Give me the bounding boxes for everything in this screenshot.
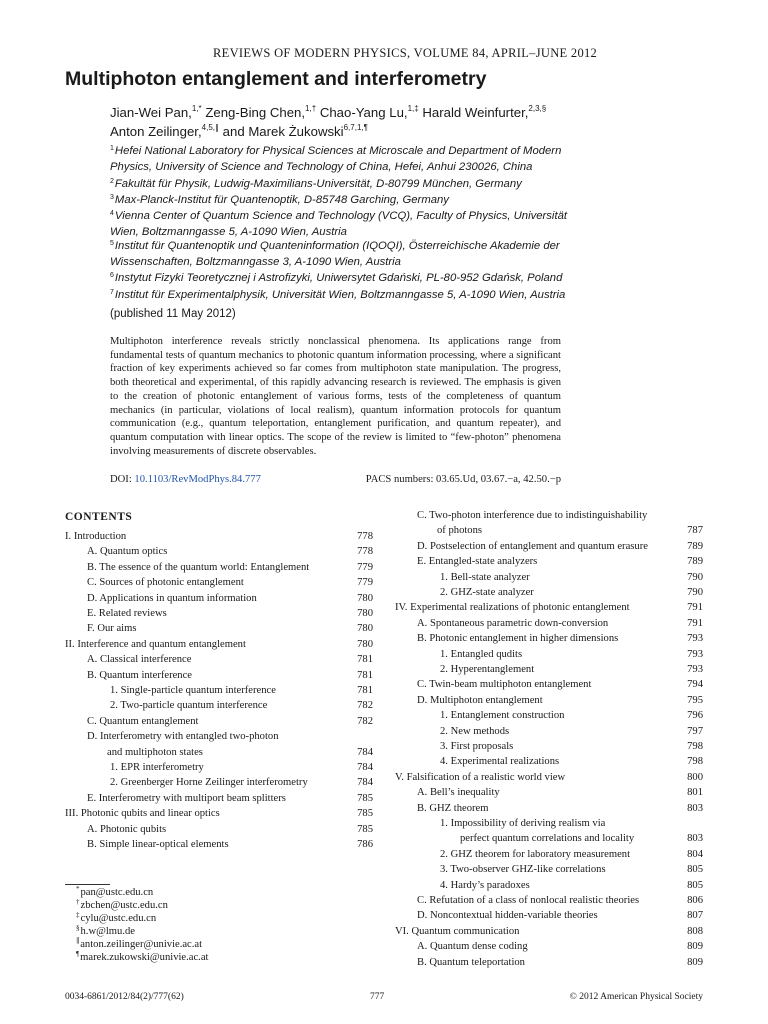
affiliation-7: $^7$Institut für Experimentalphysik, Universität Wien, Boltzmanngasse 5, A-1090 Wien, Austria <box>110 289 566 301</box>
toc-entry <box>65 623 373 638</box>
toc-entry-label: A. Photonic qubits <box>87 823 167 835</box>
footnote: §h.w@lmu.de <box>76 924 135 937</box>
toc-entry <box>65 531 373 546</box>
toc-entry-label: 1. Entanglement construction <box>440 710 565 722</box>
toc-entry-page: 794 <box>687 679 703 691</box>
toc-entry-label: E. Entangled-state analyzers <box>417 556 538 568</box>
toc-entry-label: 2. Greenberger Horne Zeilinger interferometry <box>110 777 308 789</box>
toc-entry <box>65 731 373 746</box>
toc-entry-page: 781 <box>357 669 373 681</box>
published-date: (published 11 May 2012) <box>110 308 236 320</box>
toc-entry <box>395 833 703 848</box>
toc-entry <box>395 895 703 910</box>
affiliation-1: $^1$Hefei National Laboratory for Physical Sciences at Microscale and Department of Modern Physics, University of Science and Technology of China, Hefei, Anhui 230026, China <box>110 145 562 174</box>
toc-entry <box>395 880 703 895</box>
doi-line <box>110 474 561 485</box>
authors-line-1: Jian-Wei Pan,$^{1,*}$ Zeng-Bing Chen,$^{1,\dagger}$ Chao-Yang Lu,$^{1,\ddagger}$ Harald Weinfurter,$^{2,3,\S}$ <box>110 104 547 120</box>
toc-entry <box>395 772 703 787</box>
author: Harald Weinfurter, <box>422 105 529 120</box>
toc-entry-page: 781 <box>357 654 373 666</box>
toc-entry-page: 793 <box>687 633 703 645</box>
toc-entry-label: A. Classical interference <box>87 654 192 666</box>
toc-entry-label: IV. Experimental realizations of photonic entanglement <box>395 602 630 614</box>
toc-entry-page: 789 <box>687 556 703 568</box>
toc-entry-page: 801 <box>687 787 703 799</box>
toc-entry-label: C. Twin-beam multiphoton entanglement <box>417 679 592 691</box>
toc-entry-label: 2. GHZ-state analyzer <box>440 587 534 598</box>
footnote: *pan@ustc.edu.cn <box>76 885 154 898</box>
toc-entry-page: 779 <box>357 577 373 589</box>
toc-entry <box>395 741 703 756</box>
toc-entry-label: A. Quantum dense coding <box>417 941 528 953</box>
toc-entry <box>395 618 703 633</box>
toc-entry-page: 785 <box>357 808 373 820</box>
toc-entry-page: 786 <box>357 839 373 850</box>
toc-entry-page: 780 <box>357 638 373 650</box>
toc-entry-label: D. Interferometry with entangled two-photon <box>87 731 279 743</box>
toc-entry-page: 785 <box>357 823 373 835</box>
toc-entry-label: E. Interferometry with multiport beam splitters <box>87 792 286 804</box>
toc-entry-label: 2. GHZ theorem for laboratory measurement <box>440 848 631 860</box>
author: Chao-Yang Lu, <box>319 105 408 120</box>
toc-entry <box>395 572 703 587</box>
toc-entry-label: 2. New methods <box>440 725 510 737</box>
footnote: ¶marek.zukowski@univie.ac.at <box>76 950 209 963</box>
toc-entry-label: C. Refutation of a class of nonlocal realistic theories <box>417 895 640 906</box>
toc-entry-page: 784 <box>357 777 373 789</box>
toc-entry-page: 780 <box>357 608 373 619</box>
authors-line-2: Anton Zeilinger,$^{4,5,\parallel}$ and Marek Żukowski$^{6,7,1,\P}$ <box>110 123 368 139</box>
toc-entry-page: 806 <box>687 895 703 906</box>
toc-entry-page: 784 <box>357 746 373 758</box>
toc-entry-page: 791 <box>687 602 703 614</box>
toc-entry <box>395 664 703 679</box>
toc-entry-label: V. Falsification of a realistic world view <box>395 771 566 783</box>
toc-entry <box>65 716 373 731</box>
toc-entry-label: 1. Entangled qudits <box>440 648 523 660</box>
doi-link[interactable]: 10.1103/RevModPhys.84.777 <box>134 474 261 485</box>
doi-label: DOI: <box>110 474 135 485</box>
paper-title: Multiphoton entanglement and interferometry <box>65 68 487 90</box>
toc-entry-page: 808 <box>687 925 703 937</box>
toc-entry-page: 803 <box>687 802 703 814</box>
toc-entry-page: 804 <box>687 848 703 860</box>
toc-entry-label: II. Interference and quantum entanglement <box>65 638 246 650</box>
toc-entry <box>65 700 373 715</box>
toc-entry <box>65 654 373 669</box>
abstract: Multiphoton interference reveals strictly nonclassical phenomena. Its applications range from fundamental tests of quantum mechanics to photonic quantum information processing, where a significant fraction of key experiments achieved so far comes from multiphoton state manipulation. The progress, both theoretical and experimental, of this rapidly advancing research is reviewed. The emphasis is given to the creation of photonic entanglement of various forms, tests of the completeness of quantum mechanics (in particular, violations of local realism), quantum information protocols for quantum communication (e.g., quantum teleportation, entanglement purification, and quantum repeater), and quantum computation with linear optics. The scope of the review is limited to “few-photon” phenomena involving measurements of discrete observables. <box>110 336 561 457</box>
toc-entry <box>395 695 703 710</box>
toc-entry <box>65 608 373 623</box>
toc-entry <box>395 556 703 571</box>
toc-entry <box>395 525 703 540</box>
toc-entry-label: C. Sources of photonic entanglement <box>87 577 244 589</box>
toc-entry <box>395 818 703 833</box>
toc-entry-label: B. The essence of the quantum world: Entanglement <box>87 561 310 573</box>
journal-header-text: REVIEWS OF MODERN PHYSICS, VOLUME 84, APRIL–JUNE 2012 <box>213 46 598 60</box>
affiliation-5: $^5$Institut für Quantenoptik und Quanteninformation (IQOQI), Österreichische Akademie der Wissenschaften, Boltzmanngasse 3, A-1090 Wien, Austria <box>110 240 560 269</box>
toc-entry-label: B. Quantum teleportation <box>417 956 525 968</box>
toc-left-column <box>65 531 373 861</box>
toc-entry <box>395 926 703 941</box>
toc-entry <box>395 910 703 925</box>
toc-entry-page: 809 <box>687 941 703 953</box>
toc-entry-label: D. Postselection of entanglement and quantum erasure <box>417 540 648 552</box>
toc-entry <box>395 633 703 648</box>
toc-entry-label: 2. Two-particle quantum interference <box>110 700 268 712</box>
affiliation-3: $^3$Max-Planck-Institut für Quantenoptik, D-85748 Garching, Germany <box>110 194 449 206</box>
toc-entry <box>65 762 373 777</box>
toc-entry <box>395 941 703 956</box>
toc-entry <box>395 510 703 525</box>
toc-entry <box>65 639 373 654</box>
toc-entry <box>65 546 373 561</box>
toc-entry <box>395 849 703 864</box>
toc-entry-label: of photons <box>437 525 483 537</box>
toc-entry-label: B. Quantum interference <box>87 669 193 681</box>
toc-entry-page: 797 <box>687 725 703 737</box>
toc-entry-page: 793 <box>687 664 703 675</box>
toc-entry <box>65 808 373 823</box>
toc-entry <box>395 726 703 741</box>
toc-entry-page: 790 <box>687 587 703 598</box>
footnote: ∥anton.zeilinger@univie.ac.at <box>76 937 203 950</box>
toc-entry-label: 3. First proposals <box>440 741 514 752</box>
toc-entry-page: 779 <box>357 561 373 573</box>
toc-entry <box>65 577 373 592</box>
toc-entry-label: B. Simple linear-optical elements <box>87 839 229 850</box>
toc-entry-page: 809 <box>687 956 703 968</box>
author: Jian-Wei Pan, <box>110 105 192 120</box>
toc-entry-label: E. Related reviews <box>87 608 167 619</box>
toc-entry-label: D. Multiphoton entanglement <box>417 694 543 706</box>
toc-entry <box>395 864 703 879</box>
toc-entry-label: 1. Bell-state analyzer <box>440 571 530 583</box>
toc-entry-page: 781 <box>357 685 373 696</box>
toc-entry-label: A. Quantum optics <box>87 546 168 558</box>
toc-entry <box>395 957 703 972</box>
toc-entry-label: VI. Quantum communication <box>395 925 520 937</box>
affiliation-4: $^4$Vienna Center of Quantum Science and Technology (VCQ), Faculty of Physics, Universität Wien, Boltzmanngasse 5, A-1090 Wien, Austria <box>110 210 568 239</box>
toc-entry <box>395 649 703 664</box>
toc-entry-page: 798 <box>687 741 703 752</box>
contents-heading: CONTENTS <box>65 511 133 523</box>
pacs-numbers: PACS numbers: 03.65.Ud, 03.67.−a, 42.50.−p <box>365 474 561 485</box>
footer-copyright: © 2012 American Physical Society <box>569 992 703 1002</box>
toc-entry <box>65 839 373 854</box>
toc-entry-page: 807 <box>687 910 703 922</box>
toc-entry-page: 803 <box>687 833 703 845</box>
footer-page-number: 777 <box>370 992 385 1002</box>
toc-entry <box>65 562 373 577</box>
toc-entry-label: F. Our aims <box>87 623 137 635</box>
toc-entry-label: B. GHZ theorem <box>417 802 489 814</box>
toc-entry-label: C. Two-photon interference due to indistinguishability <box>417 510 648 521</box>
toc-entry <box>395 541 703 556</box>
toc-entry-page: 796 <box>687 710 703 722</box>
toc-entry <box>395 803 703 818</box>
toc-entry-label: 1. Single-particle quantum interference <box>110 685 276 696</box>
toc-entry <box>65 593 373 608</box>
toc-entry <box>65 670 373 685</box>
toc-entry-page: 787 <box>687 525 703 537</box>
toc-entry-label: 3. Two-observer GHZ-like correlations <box>440 864 606 876</box>
toc-entry-label: 4. Hardy’s paradoxes <box>440 879 530 891</box>
toc-entry-page: 805 <box>687 864 703 876</box>
footnote: ‡cylu@ustc.edu.cn <box>76 911 157 924</box>
author: and Marek Żukowski <box>222 124 344 139</box>
toc-entry-page: 778 <box>357 531 373 542</box>
toc-entry-page: 782 <box>357 715 373 727</box>
toc-entry-page: 793 <box>687 648 703 660</box>
toc-entry <box>65 793 373 808</box>
affiliation-2: $^2$Fakultät für Physik, Ludwig-Maximilians-Universität, D-80799 München, Germany <box>110 178 522 190</box>
toc-entry-label: C. Quantum entanglement <box>87 715 199 727</box>
toc-entry <box>395 602 703 617</box>
toc-entry <box>395 587 703 602</box>
footnote-rule <box>65 884 110 885</box>
toc-entry <box>65 747 373 762</box>
toc-entry-page: 789 <box>687 540 703 552</box>
toc-entry-page: 780 <box>357 623 373 635</box>
author: Anton Zeilinger, <box>110 124 202 139</box>
toc-entry-label: A. Bell’s inequality <box>417 787 500 799</box>
footer-issn: 0034-6861/2012/84(2)/777(62) <box>65 992 184 1002</box>
toc-entry-label: A. Spontaneous parametric down-conversion <box>417 617 609 629</box>
toc-entry-label: 2. Hyperentanglement <box>440 664 535 675</box>
toc-entry-label: and multiphoton states <box>107 746 203 758</box>
toc-entry-page: 795 <box>687 694 703 706</box>
toc-entry <box>395 787 703 802</box>
author: Zeng-Bing Chen, <box>205 105 306 120</box>
toc-entry-page: 784 <box>357 762 373 773</box>
toc-entry-page: 790 <box>687 571 703 583</box>
toc-entry <box>65 824 373 839</box>
toc-entry <box>395 756 703 771</box>
toc-entry-label: 1. EPR interferometry <box>110 762 204 773</box>
footnotes <box>76 886 208 964</box>
toc-entry-label: III. Photonic qubits and linear optics <box>65 808 220 820</box>
toc-entry-label: D. Noncontextual hidden-variable theories <box>417 910 598 922</box>
toc-entry-label: perfect quantum correlations and locality <box>460 833 635 845</box>
toc-entry-page: 805 <box>687 879 703 891</box>
toc-entry <box>395 679 703 694</box>
toc-entry-page: 791 <box>687 617 703 629</box>
toc-entry-page: 800 <box>687 771 703 783</box>
toc-entry-page: 778 <box>357 546 373 558</box>
toc-entry-label: 1. Impossibility of deriving realism via <box>440 818 606 829</box>
toc-entry-page: 798 <box>687 756 703 768</box>
toc-entry-page: 780 <box>357 592 373 604</box>
affiliation-6: $^6$Instytut Fizyki Teoretycznej i Astrofizyki, Uniwersytet Gdański, PL-80-952 Gdańsk, Poland <box>110 272 563 284</box>
toc-right-column <box>395 510 703 970</box>
toc-entry-page: 782 <box>357 700 373 712</box>
toc-entry-label: I. Introduction <box>65 531 127 542</box>
toc-entry-label: B. Photonic entanglement in higher dimensions <box>417 633 619 645</box>
toc-entry-page: 785 <box>357 792 373 804</box>
toc-entry <box>65 685 373 700</box>
toc-entry <box>395 710 703 725</box>
toc-entry <box>65 777 373 792</box>
footnote: †zbchen@ustc.edu.cn <box>76 898 168 911</box>
toc-entry-label: 4. Experimental realizations <box>440 756 560 768</box>
toc-entry-label: D. Applications in quantum information <box>87 592 257 604</box>
